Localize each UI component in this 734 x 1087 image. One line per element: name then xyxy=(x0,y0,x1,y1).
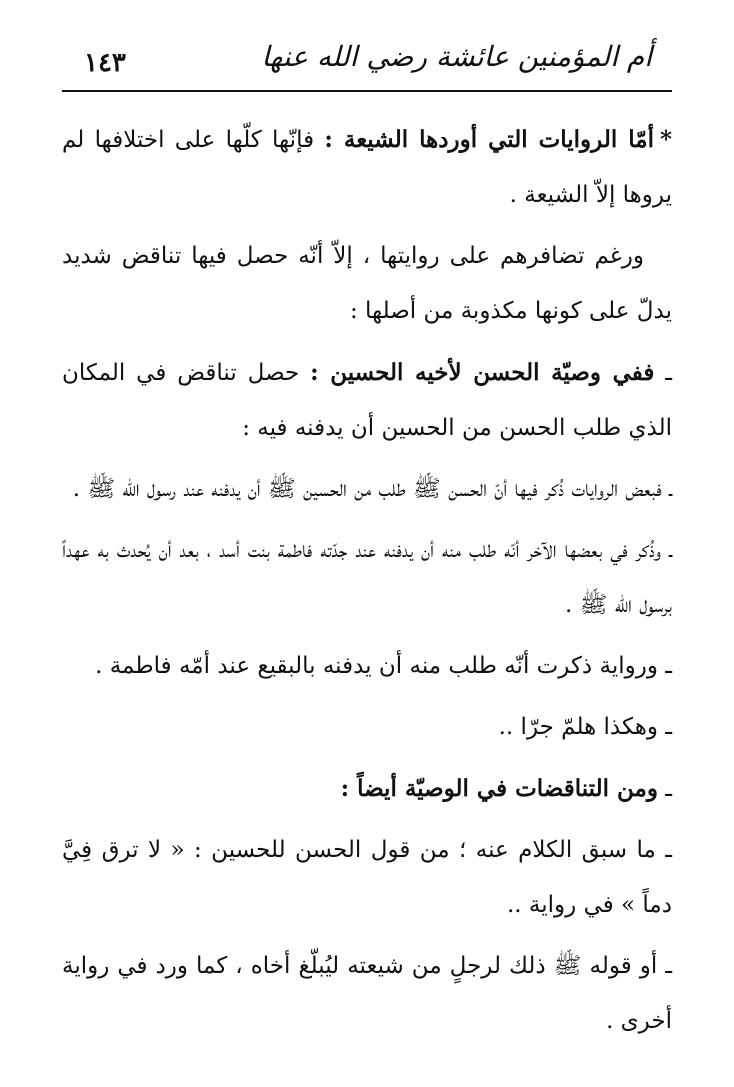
paragraph xyxy=(62,523,672,633)
paragraph-lead: ففي وصيّة الحسن لأخيه الحسين : xyxy=(310,359,655,386)
paragraph-lead: ومن التناقضات في الوصيّة أيضاً : xyxy=(340,775,658,802)
paragraph xyxy=(62,462,672,517)
paragraph-text: فإنّها كلّها على اختلافها لم يروها إلاّ الشيعة . xyxy=(62,127,672,208)
paragraph xyxy=(62,823,672,933)
paragraph-text: وهكذا هلمّ جرّا .. xyxy=(498,714,658,740)
page-header xyxy=(62,38,672,88)
paragraph-marker: ـ xyxy=(665,837,673,863)
paragraph xyxy=(62,229,672,339)
paragraph-marker: ـ xyxy=(665,653,672,679)
paragraph-text: ورواية ذكرت أنّه طلب منه أن يدفنه بالبقيع عند أمّه فاطمة . xyxy=(95,653,658,679)
paragraph-text: وذُكر في بعضها الآخر أنّه طلب منه أن يدفنه عند جدّته فاطمة بنت أسد ، بعد أن يُحدث به عهداً برسول الله ﷺ . xyxy=(62,537,672,618)
paragraph-text: حصل تناقض في المكان الذي طلب الحسن من الحسين أن يدفنه فيه : xyxy=(62,360,672,441)
paragraph xyxy=(62,939,672,1049)
paragraph-text: ورغم تضافرهم على روايتها ، إلاّ أنّه حصل فيها تناقض شديد يدلّ على كونها مكذوبة من أصلها : xyxy=(62,243,672,324)
paragraph xyxy=(62,112,672,223)
paragraph xyxy=(62,639,672,694)
header-divider xyxy=(62,90,672,92)
paragraph-marker: ـ xyxy=(669,537,673,563)
paragraph-marker: ـ xyxy=(665,360,673,386)
paragraph-text: أو قوله ﷺ ذلك لرجلٍ من شيعته ليُبلّغ أخاه ، كما ورد في رواية أخرى . xyxy=(62,953,672,1034)
paragraph xyxy=(62,761,672,817)
paragraph-text: فبعض الروايات ذُكر فيها أنّ الحسن ﷺ طلب من الحسين ﷺ أن يدفنه عند رسول الله ﷺ . xyxy=(72,476,662,502)
paragraph-marker: ـ xyxy=(665,776,672,802)
paragraph-marker: ـ xyxy=(669,476,672,502)
paragraph xyxy=(62,700,672,755)
body-text xyxy=(62,112,672,1055)
running-title: أم المؤمنين عائشة رضي الله عنها xyxy=(261,40,652,73)
page-number: ١٤٣ xyxy=(84,48,126,78)
paragraph-text: ما سبق الكلام عنه ؛ من قول الحسن للحسين : « لا ترق فِيَّ دماً » في رواية .. xyxy=(62,837,672,918)
paragraph-marker: ـ xyxy=(665,714,672,740)
paragraph xyxy=(62,345,672,456)
paragraph-lead: أمّا الروايات التي أوردها الشيعة : xyxy=(324,126,654,153)
paragraph-marker: ـ xyxy=(665,953,672,979)
paragraph-marker: * xyxy=(659,126,672,153)
